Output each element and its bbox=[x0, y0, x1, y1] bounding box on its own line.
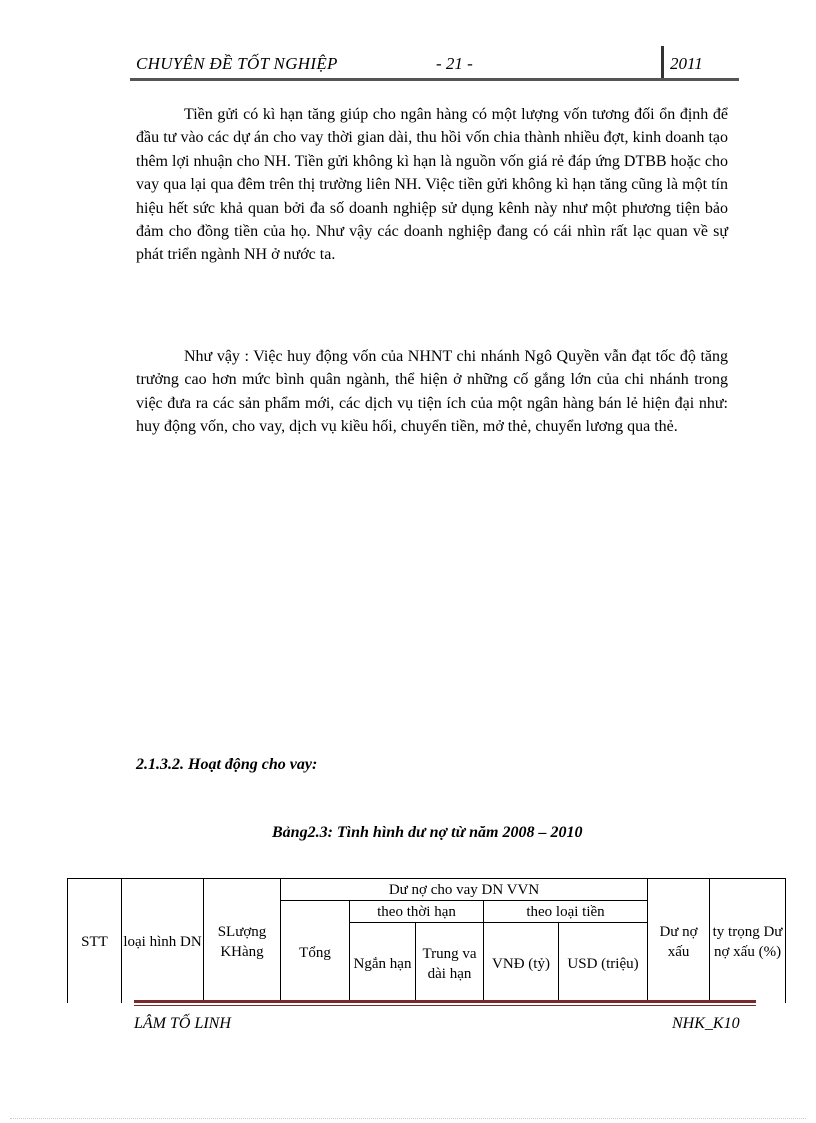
col-ty-trong: ty trọng Dư nợ xấu (%) bbox=[710, 879, 786, 1004]
col-loai-hinh: loại hình DN bbox=[122, 879, 204, 1004]
col-group-thoi-han: theo thời hạn bbox=[350, 901, 484, 923]
col-stt: STT bbox=[68, 879, 122, 1004]
page-edge-dots bbox=[10, 1118, 806, 1119]
loan-table bbox=[67, 878, 786, 1003]
header-divider bbox=[661, 46, 664, 80]
col-usd: USD (triệu) bbox=[559, 923, 648, 1004]
header-rule bbox=[130, 78, 739, 81]
col-sluong: SLượng KHàng bbox=[204, 879, 281, 1004]
header-year: 2011 bbox=[670, 54, 703, 73]
col-tong: Tổng bbox=[281, 901, 350, 1004]
footer-author: LÂM TỐ LINH bbox=[134, 1015, 231, 1032]
page-number: - 21 - bbox=[436, 54, 473, 73]
loan-table-wrapper bbox=[67, 878, 787, 1003]
footer-class-code: NHK_K10 bbox=[672, 1015, 740, 1032]
col-du-no-xau: Dư nợ xấu bbox=[648, 879, 710, 1004]
section-heading: 2.1.3.2. Hoạt động cho vay: bbox=[136, 756, 318, 773]
paragraph-deposits: Tiền gửi có kì hạn tăng giúp cho ngân hàng có một lượng vốn tương đối ổn định để đầu tư vào các dự án cho vay thời gian dài, thu hồi vốn chia thành nhiều đợt, kinh doanh tạo thêm lợi nhuận cho NH. Tiền gửi không kì hạn là nguồn vốn giá rẻ đáp ứng DTBB hoặc cho vay qua lại qua đêm trên thị trường liên NH. Việc tiền gửi không kì hạn tăng cũng là một tín hiệu hết sức khả quan bởi đa số doanh nghiệp sử dụng kênh này như một phương tiện bảo đảm cho đồng tiền của họ. Như vậy các doanh nghiệp đang có cái nhìn rất lạc quan về sự phát triển ngành NH ở nước ta. bbox=[136, 106, 728, 264]
footer-rule-thin bbox=[134, 1005, 756, 1006]
col-vnd: VNĐ (tỷ) bbox=[484, 923, 559, 1004]
col-group-du-no: Dư nợ cho vay DN VVN bbox=[281, 879, 648, 901]
col-group-loai-tien: theo loại tiền bbox=[484, 901, 648, 923]
paragraph-conclusion: Như vậy : Việc huy động vốn của NHNT chi nhánh Ngô Quyền vẫn đạt tốc độ tăng trưởng cao hơn mức bình quân ngành, thể hiện ở những cố gắng lớn của chi nhánh trong việc đưa ra các sản phẩm mới, các dịch vụ tiện ích của một ngân hàng bán lẻ hiện đại như: huy động vốn, cho vay, dịch vụ kiều hối, chuyển tiền, mở thẻ, chuyển lương qua thẻ. bbox=[136, 348, 728, 436]
table-caption: Bảng2.3: Tình hình dư nợ từ năm 2008 – 2010 bbox=[272, 824, 583, 841]
footer-rule-thick bbox=[134, 1000, 756, 1003]
col-trung-dai-han: Trung va dài hạn bbox=[416, 923, 484, 1004]
header-title: CHUYÊN ĐỀ TỐT NGHIỆP bbox=[136, 54, 338, 73]
col-ngan-han: Ngắn hạn bbox=[350, 923, 416, 1004]
